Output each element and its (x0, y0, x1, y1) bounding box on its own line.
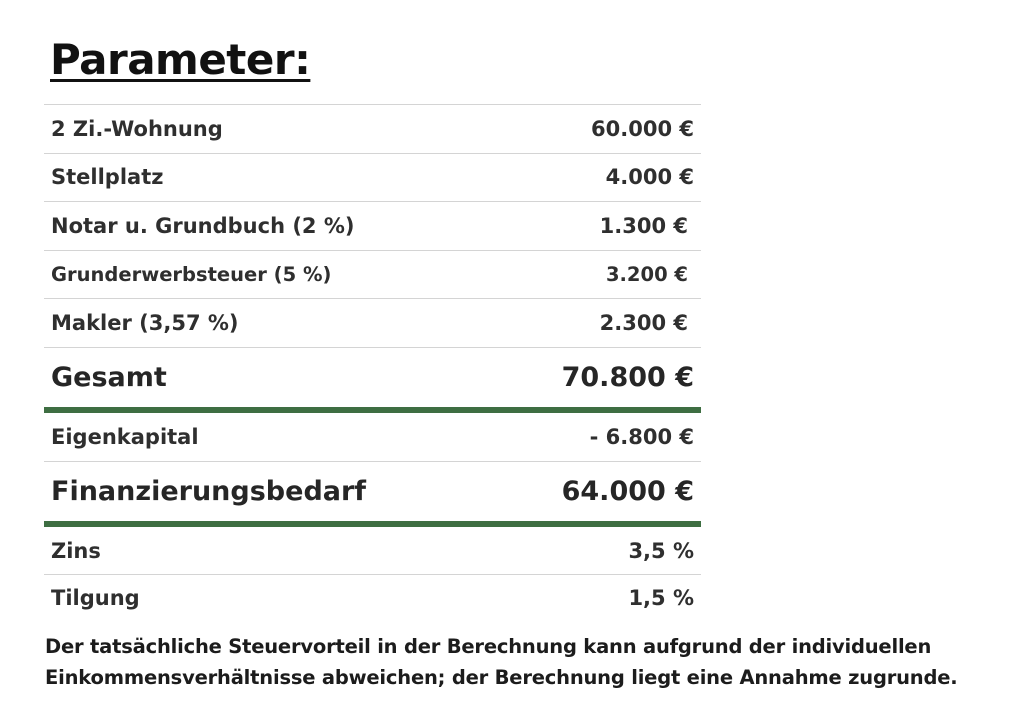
row-value: 4.000 € (605, 165, 694, 190)
table-row-zins (44, 527, 701, 574)
disclaimer-note: Der tatsächliche Steuervorteil in der Berechnung kann aufgrund der individuellen Einkommensverhältnisse abweichen; der Berechnung liegt eine Annahme zugrunde. (45, 635, 958, 689)
table-row-finanzierungsbedarf (44, 461, 701, 521)
row-label: Tilgung (51, 586, 140, 610)
row-label: Notar u. Grundbuch (2 %) (51, 213, 355, 238)
row-value: 1.300 € (599, 213, 688, 238)
row-label: Zins (51, 538, 101, 563)
table-row-stellplatz (44, 153, 701, 202)
table-row-makler (44, 298, 701, 347)
row-label: Eigenkapital (51, 424, 199, 449)
table-row-tilgung (44, 574, 701, 621)
total-value: 64.000 € (561, 476, 694, 507)
row-value: 3.200 € (605, 262, 688, 286)
row-label: 2 Zi.-Wohnung (51, 116, 223, 141)
table-row-wohnung (44, 104, 701, 153)
row-label: Makler (3,57 %) (51, 310, 239, 335)
row-value: 60.000 € (591, 116, 694, 141)
table-row-notar (44, 201, 701, 250)
row-value: 3,5 % (628, 538, 694, 563)
total-label: Gesamt (51, 361, 167, 393)
row-value: - 6.800 € (589, 424, 694, 449)
row-label: Stellplatz (51, 165, 164, 190)
row-value: 2.300 € (599, 310, 688, 335)
table-row-eigenkapital (44, 413, 701, 462)
table-row-grunderwerbsteuer (44, 250, 701, 299)
parameter-table (44, 104, 701, 621)
total-label: Finanzierungsbedarf (51, 476, 367, 507)
page-title: Parameter: (50, 35, 311, 84)
table-row-gesamt (44, 347, 701, 407)
row-value: 1,5 % (628, 586, 694, 610)
row-label: Grunderwerbsteuer (5 %) (51, 262, 332, 286)
total-value: 70.800 € (561, 361, 694, 393)
